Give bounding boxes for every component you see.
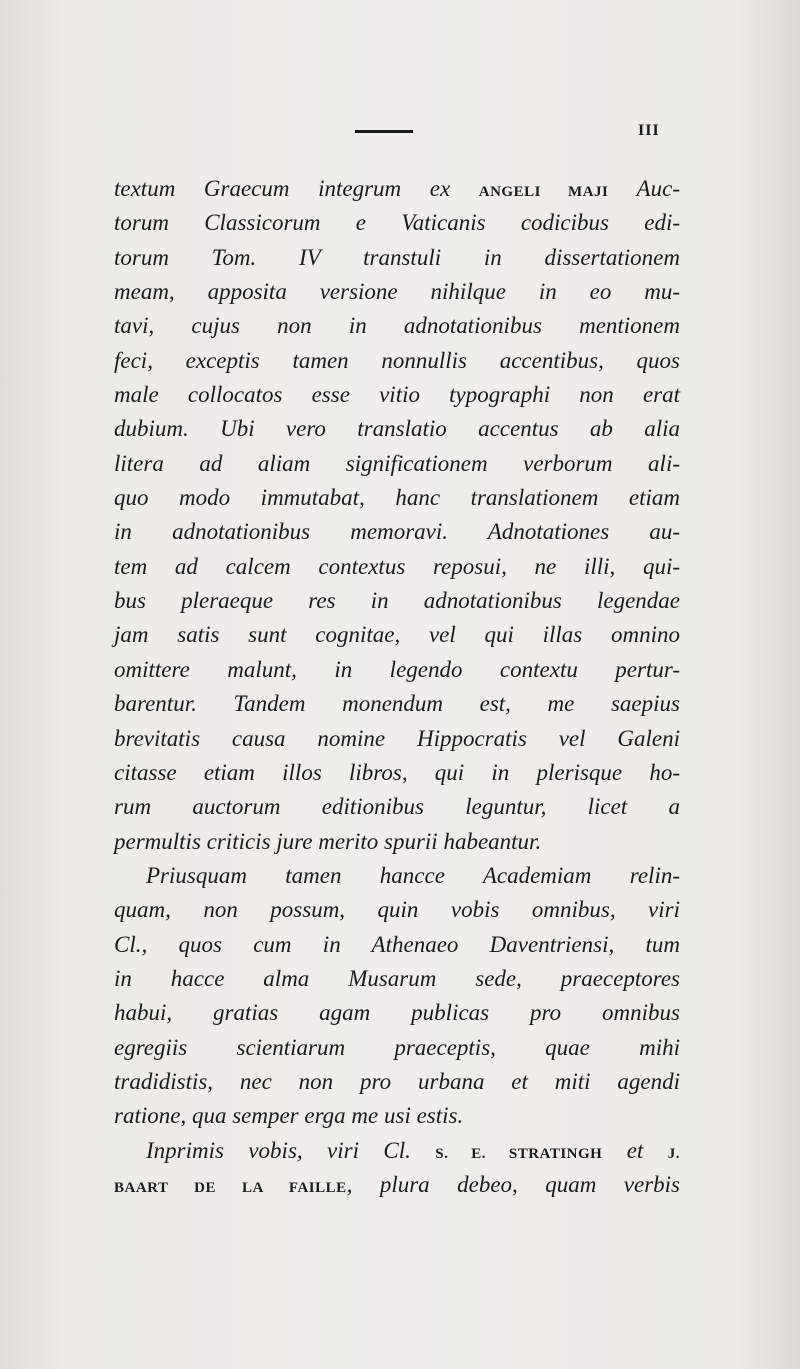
text-line: tem ad calcem contextus reposui, ne illi, qui-: [114, 553, 680, 579]
text-line: male collocatos esse vitio typographi non erat: [114, 382, 680, 408]
text-line: brevitatis causa nomine Hippocratis vel Galeni: [114, 725, 680, 751]
text-run: , plura debeo, quam verbis: [346, 1171, 681, 1197]
page-number: III: [638, 122, 660, 139]
text-line: egregiis scientiarum praeceptis, quae mihi: [114, 1034, 680, 1060]
text-line: quam, non possum, quin vobis omnibus, viri: [114, 897, 680, 923]
text-line: [114, 1134, 680, 1168]
text-run: Inprimis vobis, viri Cl.: [146, 1137, 436, 1163]
small-caps-name: ANGELI MAJI: [478, 184, 609, 200]
small-caps-name: J.: [667, 1145, 680, 1162]
text-line: torum Classicorum e Vaticanis codicibus edi-: [114, 210, 680, 236]
text-run: et: [602, 1137, 668, 1163]
text-line: litera ad aliam significationem verborum ali-: [114, 450, 680, 476]
text-line: permultis criticis jure merito spurii habeantur.: [114, 828, 542, 854]
text-line: bus pleraeque res in adnotationibus legendae: [114, 588, 680, 614]
text-line: in adnotationibus memoravi. Adnotationes au-: [114, 519, 680, 545]
text-line: Priusquam tamen hancce Academiam relin-: [146, 862, 680, 888]
text-line: citasse etiam illos libros, qui in plerisque ho-: [114, 759, 680, 785]
page-header: [0, 122, 800, 142]
text-line: [114, 1168, 680, 1202]
small-caps-name: S. E. STRATINGH: [435, 1145, 603, 1162]
body-text: [114, 172, 680, 1202]
text-line: jam satis sunt cognitae, vel qui illas omnino: [114, 622, 680, 648]
text-line: tavi, cujus non in adnotationibus mentionem: [114, 313, 680, 339]
text-line: [114, 172, 680, 206]
text-line: in hacce alma Musarum sede, praeceptores: [114, 965, 680, 991]
text-run: textum Graecum integrum ex: [114, 176, 479, 201]
text-line: meam, apposita versione nihilque in eo mu-: [114, 279, 680, 305]
text-line: omittere malunt, in legendo contextu pertur-: [114, 656, 680, 682]
text-line: barentur. Tandem monendum est, me saepius: [114, 691, 680, 717]
text-line: torum Tom. IV transtuli in dissertationem: [114, 244, 680, 270]
text-line: ratione, qua semper erga me usi estis.: [114, 1103, 464, 1129]
text-line: quo modo immutabat, hanc translationem etiam: [114, 485, 680, 511]
text-line: tradidistis, nec non pro urbana et miti agendi: [114, 1068, 680, 1094]
header-rule: [355, 130, 413, 133]
small-caps-name: BAART DE LA FAILLE: [114, 1179, 347, 1196]
text-line: dubium. Ubi vero translatio accentus ab alia: [114, 416, 680, 442]
text-line: habui, gratias agam publicas pro omnibus: [114, 1000, 680, 1026]
text-run: Auc-: [608, 176, 680, 201]
text-line: rum auctorum editionibus leguntur, licet a: [114, 794, 680, 820]
text-line: Cl., quos cum in Athenaeo Daventriensi, tum: [114, 931, 680, 957]
text-line: feci, exceptis tamen nonnullis accentibus, quos: [114, 347, 680, 373]
